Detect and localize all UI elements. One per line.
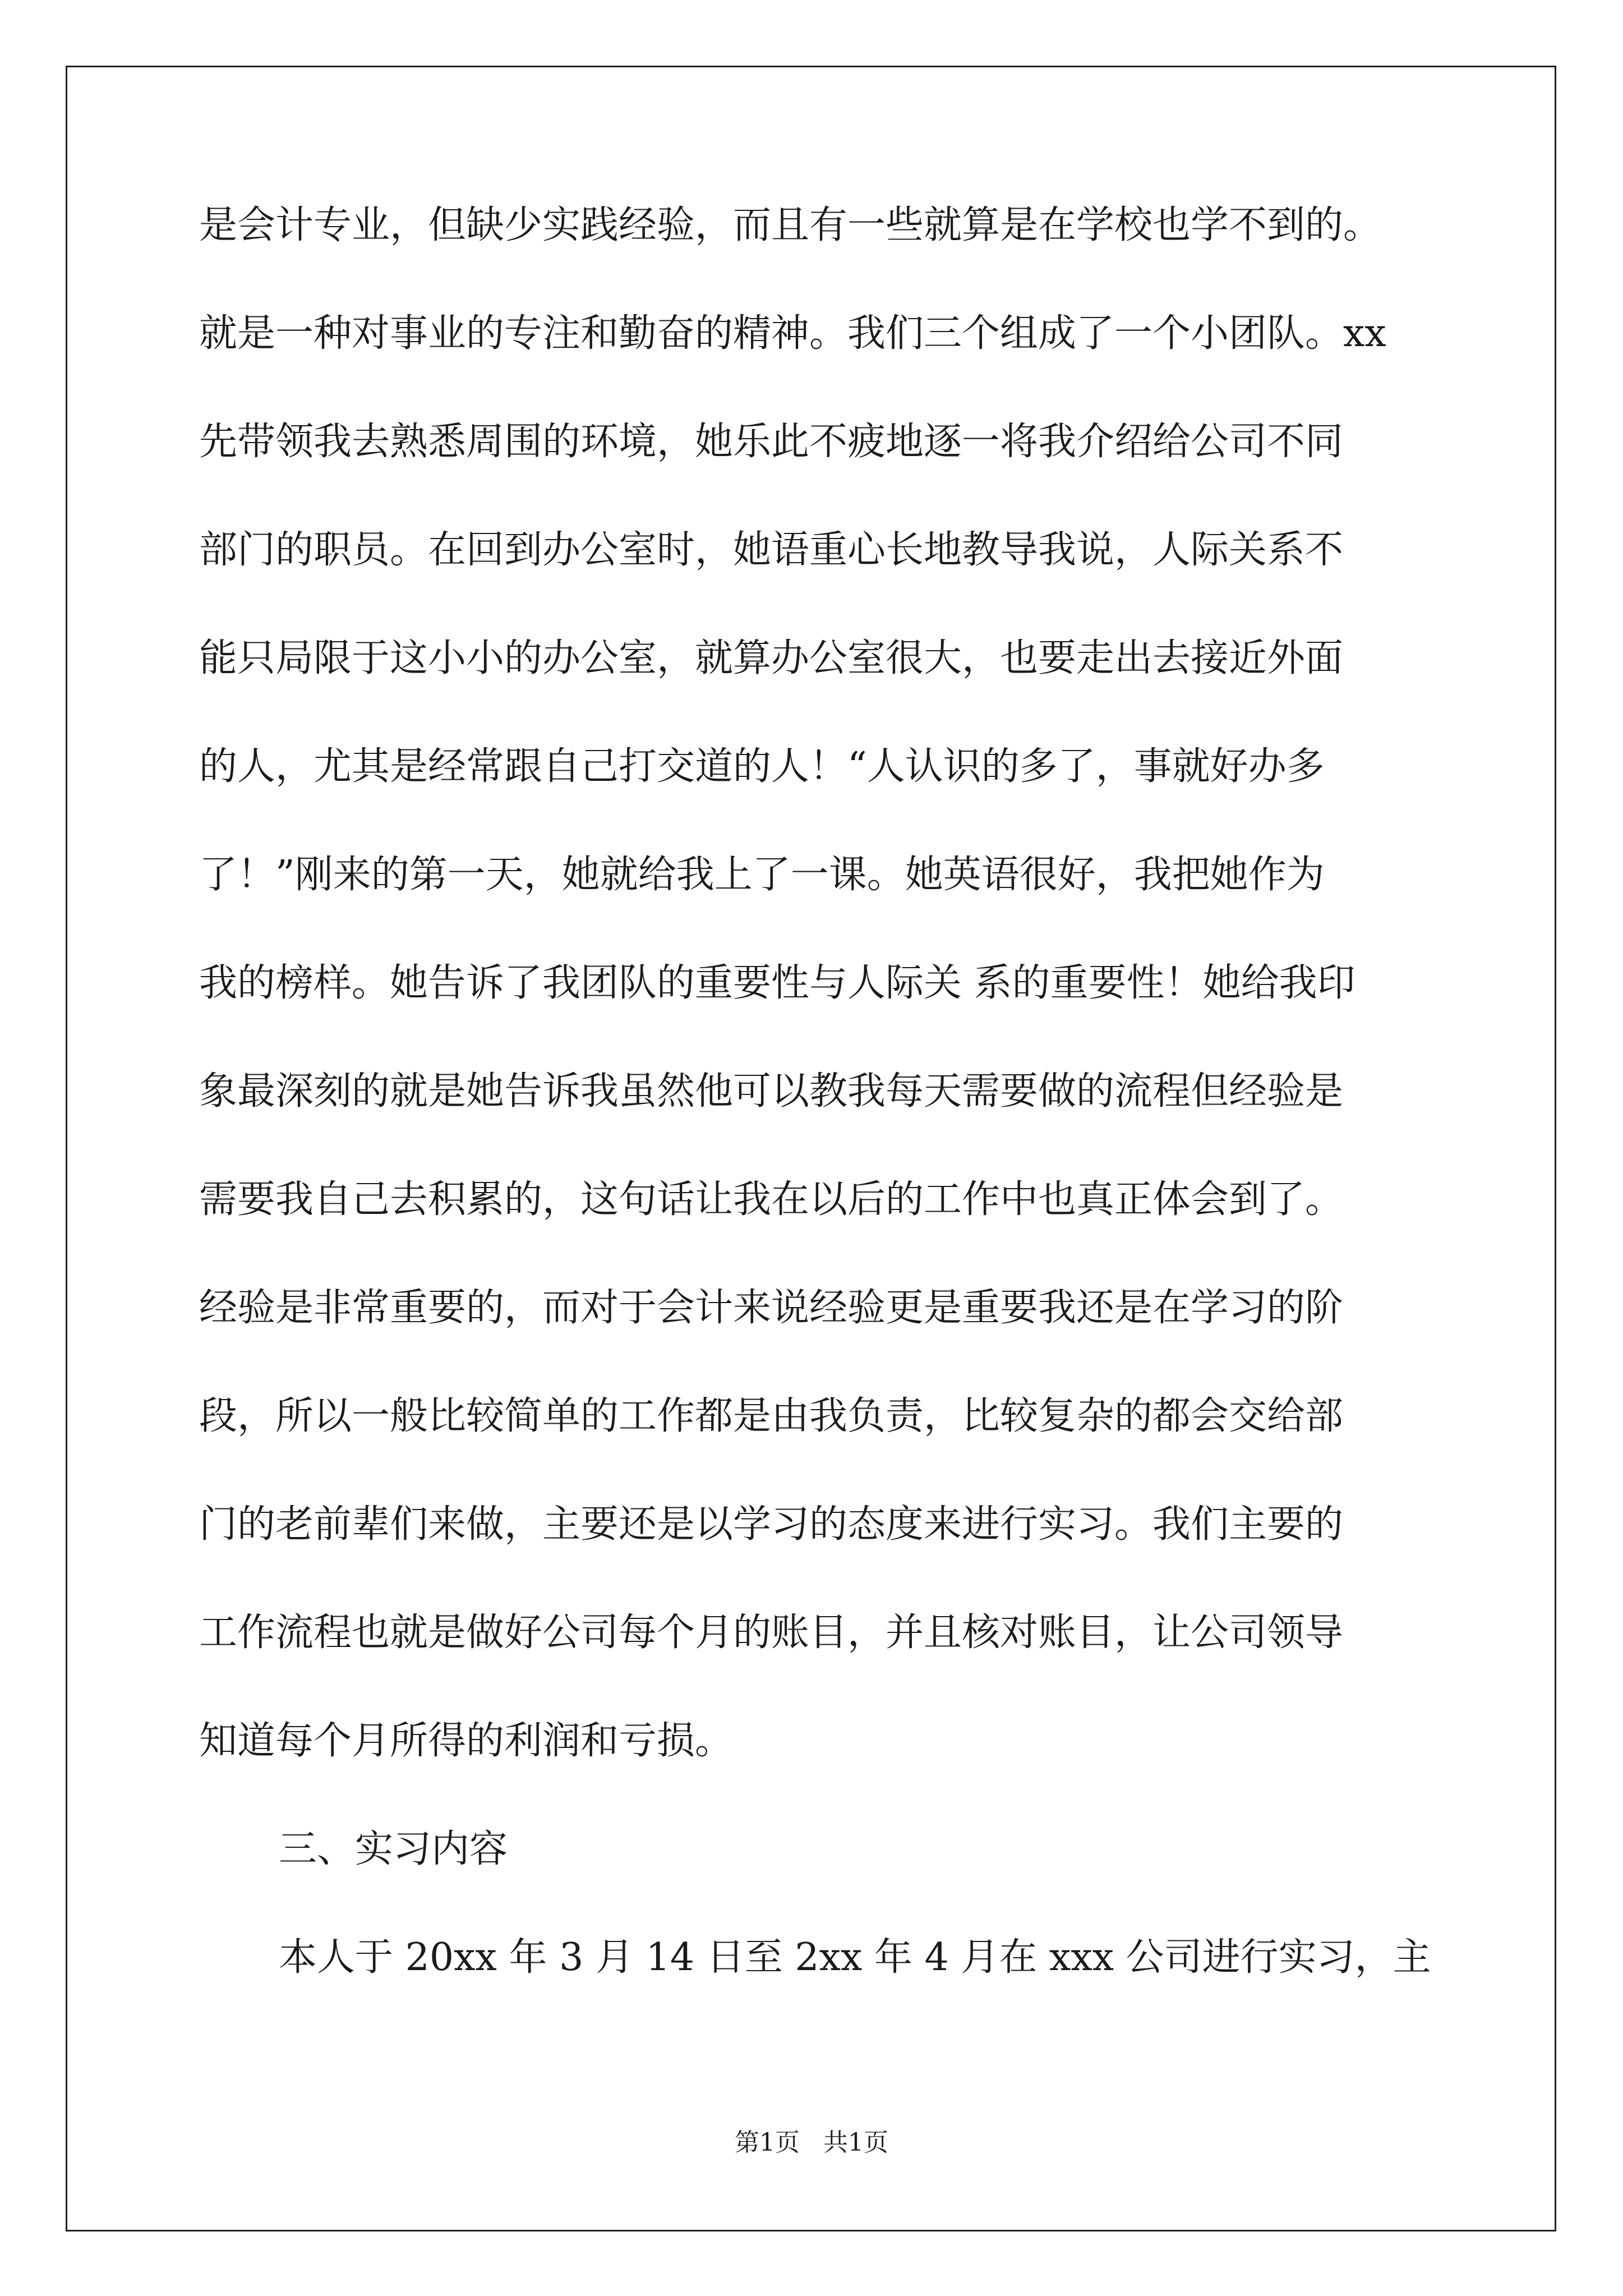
text-line: 门的老前辈们来做，主要还是以学习的态度来进行实习。我们主要的 xyxy=(199,1502,1344,1547)
text-line: 就是一种对事业的专注和勤奋的精神。我们三个组成了一个小团队。xx xyxy=(199,311,1386,356)
text-line: 本人于 20xx 年 3 月 14 日至 2xx 年 4 月在 xxx 公司进行实习，主 xyxy=(279,1935,1431,1980)
text-line: 段，所以一般比较简单的工作都是由我负责，比较复杂的都会交给部 xyxy=(199,1394,1344,1438)
text-line: 知道每个月所得的利润和亏损。 xyxy=(199,1719,734,1763)
page-border xyxy=(66,66,1556,2231)
section-heading: 三、实习内容 xyxy=(279,1827,508,1871)
text-line: 的人，尤其是经常跟自己打交道的人！“人认识的多了，事就好办多 xyxy=(199,744,1325,789)
text-line: 我的榜样。她告诉了我团队的重要性与人际关 系的重要性！她给我印 xyxy=(199,961,1355,1005)
text-line: 象最深刻的就是她告诉我虽然他可以教我每天需要做的流程但经验是 xyxy=(199,1069,1344,1114)
text-line: 能只局限于这小小的办公室，就算办公室很大，也要走出去接近外面 xyxy=(199,636,1344,680)
text-line: 部门的职员。在回到办公室时，她语重心长地教导我说，人际关系不 xyxy=(199,528,1344,572)
text-line: 工作流程也就是做好公司每个月的账目，并且核对账目，让公司领导 xyxy=(199,1611,1344,1655)
text-line: 先带领我去熟悉周围的环境，她乐此不疲地逐一将我介绍给公司不同 xyxy=(199,420,1344,464)
text-line: 需要我自己去积累的，这句话让我在以后的工作中也真正体会到了。 xyxy=(199,1177,1344,1222)
text-line: 是会计专业，但缺少实践经验，而且有一些就算是在学校也学不到的。 xyxy=(199,203,1382,247)
text-line: 了！”刚来的第一天，她就给我上了一课。她英语很好，我把她作为 xyxy=(199,853,1325,897)
text-line: 经验是非常重要的，而对于会计来说经验更是重要我还是在学习的阶 xyxy=(199,1286,1344,1330)
page-number-footer: 第1页 共1页 xyxy=(735,2128,888,2157)
